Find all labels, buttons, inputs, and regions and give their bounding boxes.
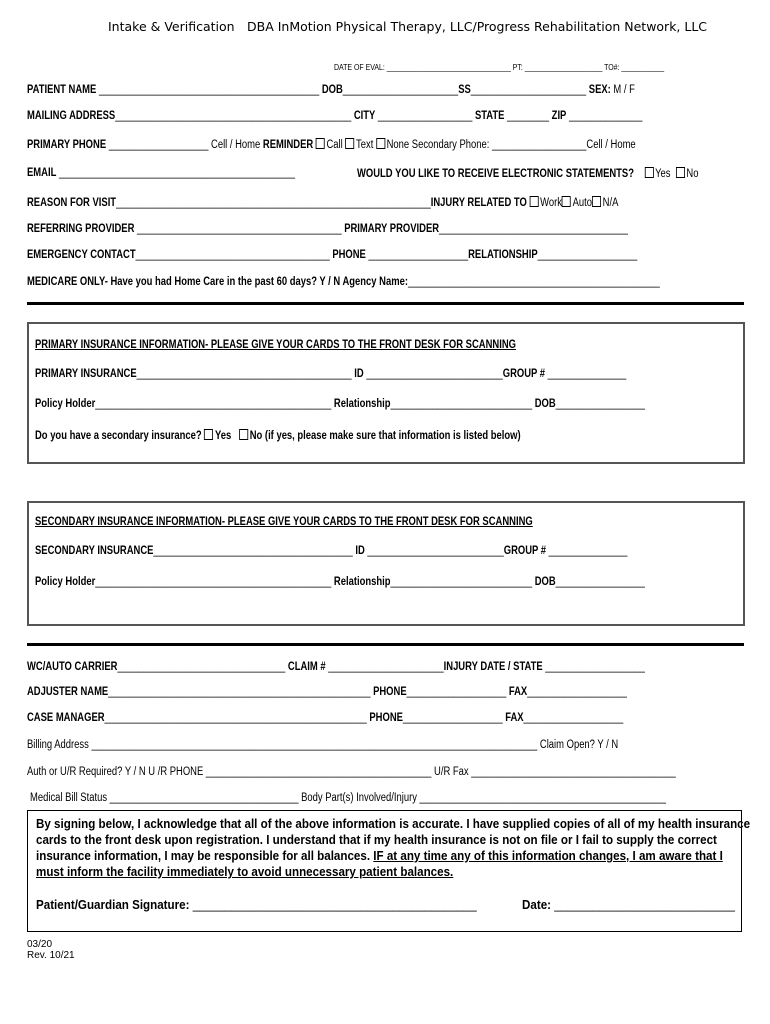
- organization-name: DBA InMotion Physical Therapy, LLC/Progress Rehabilitation Network, LLC: [247, 19, 708, 34]
- auth-row: [27, 766, 770, 778]
- dob-label: DOB: [319, 84, 343, 96]
- emergency-row: [27, 249, 770, 261]
- secondary-yes-checkbox[interactable]: [204, 430, 231, 442]
- city-label: CITY: [351, 110, 376, 122]
- secondary-relationship-label: Relationship: [331, 576, 391, 588]
- policy-dob-field[interactable]: _________________: [555, 398, 645, 410]
- secondary-relationship-field[interactable]: ___________________________: [390, 576, 533, 588]
- primary-insurance-row: [35, 368, 756, 380]
- policy-holder-field[interactable]: _____________________________________________: [95, 398, 332, 410]
- referring-provider-label: REFERRING PROVIDER: [27, 223, 135, 235]
- patient-name-field[interactable]: __________________________________________: [96, 84, 320, 96]
- secondary-insurance-label: SECONDARY INSURANCE: [35, 545, 154, 557]
- adjuster-fax-label: FAX: [506, 686, 528, 698]
- primary-insurance-heading: PRIMARY INSURANCE INFORMATION- PLEASE GIVE YOUR CARDS TO THE FRONT DESK FOR SCANNING: [35, 339, 516, 351]
- section-divider: [27, 643, 744, 646]
- checkbox-icon: [345, 138, 354, 149]
- secondary-no-checkbox[interactable]: [239, 430, 262, 442]
- ack-line-4: must inform the facility immediately to avoid unnecessary patient balances.: [36, 864, 454, 879]
- primary-provider-label: PRIMARY PROVIDER: [341, 223, 440, 235]
- secondary-policy-row: [35, 576, 770, 588]
- secondary-phone-field[interactable]: __________________: [489, 139, 587, 151]
- body-part-field[interactable]: _______________________________________________: [416, 792, 667, 804]
- case-manager-label: CASE MANAGER: [27, 712, 105, 724]
- secondary-group-field[interactable]: _______________: [546, 545, 628, 557]
- no-label: No: [686, 168, 699, 180]
- medicare-question: MEDICARE ONLY- Have you had Home Care in the past 60 days? Y / N Agency Name:: [27, 276, 408, 288]
- date-of-eval-field[interactable]: [334, 62, 737, 72]
- no-label: No: [249, 430, 263, 442]
- medical-bill-field[interactable]: ____________________________________: [107, 792, 299, 804]
- ack-line-3a: insurance information, I may be responsible for all balances.: [36, 848, 374, 863]
- electronic-statements-row: [357, 167, 770, 180]
- primary-policy-row: [35, 398, 770, 410]
- case-fax-label: FAX: [502, 712, 524, 724]
- reason-row: [27, 196, 748, 209]
- yes-label: Yes: [655, 168, 671, 180]
- auth-required-option[interactable]: Auth or U/R Required? Y / N: [27, 766, 146, 778]
- acknowledgement-box: [27, 810, 751, 932]
- ur-phone-field[interactable]: ___________________________________________: [203, 766, 432, 778]
- date-field[interactable]: ____________________________: [551, 897, 735, 912]
- patient-name-label: PATIENT NAME: [27, 84, 97, 96]
- ack-line-1: By signing below, I acknowledge that all of the above information is accurate. I have supplied copies of all of my health insurance: [36, 816, 751, 831]
- emergency-phone-label: PHONE: [329, 249, 366, 261]
- injury-related-label: INJURY RELATED TO: [430, 197, 527, 209]
- reason-label: REASON FOR VISIT: [27, 197, 117, 209]
- date-label: Date:: [522, 897, 552, 912]
- ack-line-3: [36, 848, 722, 864]
- phone-row: [27, 138, 769, 151]
- ur-fax-field[interactable]: _______________________________________: [468, 766, 676, 778]
- secondary-dob-label: DOB: [532, 576, 556, 588]
- reminder-call-checkbox[interactable]: [316, 139, 343, 151]
- emergency-phone-field[interactable]: ___________________: [365, 249, 469, 261]
- signature-field[interactable]: ____________________________________________: [189, 897, 477, 912]
- checkbox-icon: [592, 196, 601, 207]
- primary-group-label: GROUP #: [502, 368, 546, 380]
- primary-id-label: ID: [351, 368, 364, 380]
- ss-field[interactable]: ______________________: [470, 84, 587, 96]
- secondary-insurance-heading: SECONDARY INSURANCE INFORMATION- PLEASE GIVE YOUR CARDS TO THE FRONT DESK FOR SCANNING: [35, 516, 533, 528]
- date-row: [522, 897, 770, 913]
- yes-label: Yes: [214, 430, 232, 442]
- wc-carrier-field[interactable]: ________________________________: [117, 661, 286, 673]
- wc-carrier-row: [27, 661, 770, 673]
- emergency-contact-label: EMERGENCY CONTACT: [27, 249, 136, 261]
- email-row: [27, 167, 354, 179]
- case-manager-row: [27, 712, 754, 724]
- primary-id-field[interactable]: __________________________: [363, 368, 503, 380]
- email-label: EMAIL: [27, 167, 57, 179]
- ss-label: SS: [458, 84, 471, 96]
- zip-field[interactable]: ______________: [566, 110, 643, 122]
- secondary-insurance-question: Do you have a secondary insurance?: [35, 430, 205, 442]
- checkbox-icon: [529, 196, 538, 207]
- referring-row: [27, 223, 760, 235]
- checkbox-icon: [644, 167, 653, 178]
- secondary-id-label: ID: [352, 545, 365, 557]
- case-fax-field[interactable]: ___________________: [523, 712, 624, 724]
- billing-row: [27, 739, 748, 751]
- city-field[interactable]: __________________: [375, 110, 473, 122]
- state-label: STATE: [472, 110, 505, 122]
- state-field[interactable]: ________: [504, 110, 550, 122]
- none-label: None: [386, 139, 410, 151]
- policy-relationship-label: Relationship: [331, 398, 391, 410]
- secondary-policy-holder-label: Policy Holder: [35, 576, 96, 588]
- adjuster-name-label: ADJUSTER NAME: [27, 686, 109, 698]
- primary-group-field[interactable]: _______________: [545, 368, 627, 380]
- secondary-insurance-row: [35, 545, 757, 557]
- adjuster-row: [27, 686, 759, 698]
- body-part-label: Body Part(s) Involved/Injury: [298, 792, 417, 804]
- cell-home-option[interactable]: Cell / Home: [208, 139, 261, 151]
- medicare-row: [27, 276, 770, 288]
- policy-holder-label: Policy Holder: [35, 398, 96, 410]
- referring-provider-field[interactable]: _______________________________________: [134, 223, 342, 235]
- text-label: Text: [356, 139, 374, 151]
- claim-open-option[interactable]: Claim Open? Y / N: [537, 739, 619, 751]
- checkbox-icon: [376, 138, 385, 149]
- billing-address-label: Billing Address: [27, 739, 89, 751]
- revision-date: Rev. 10/21: [27, 950, 75, 961]
- section-divider: [27, 302, 744, 305]
- medical-bill-row: [30, 792, 770, 804]
- secondary-group-label: GROUP #: [503, 545, 547, 557]
- adjuster-fax-field[interactable]: ___________________: [527, 686, 627, 698]
- case-phone-field[interactable]: ___________________: [402, 712, 503, 724]
- auto-label: Auto: [572, 197, 593, 209]
- form-subtitle: Intake & Verification: [108, 19, 235, 34]
- injury-auto-checkbox[interactable]: [562, 197, 592, 209]
- secondary-question-row: [35, 429, 627, 442]
- checkbox-icon: [676, 167, 685, 178]
- policy-relationship-field[interactable]: ___________________________: [390, 398, 533, 410]
- adjuster-phone-label: PHONE: [370, 686, 407, 698]
- primary-insurance-label: PRIMARY INSURANCE: [35, 368, 137, 380]
- wc-carrier-label: WC/AUTO CARRIER: [27, 661, 118, 673]
- electronic-no-checkbox[interactable]: [676, 168, 699, 180]
- ack-line-3b: IF at any time any of this information changes, I am aware that I: [373, 848, 723, 863]
- patient-name-row: [27, 84, 768, 96]
- electronic-statements-question: WOULD YOU LIKE TO RECEIVE ELECTRONIC STATEMENTS?: [357, 168, 634, 180]
- primary-insurance-field[interactable]: _________________________________________: [136, 368, 352, 380]
- reminder-none-checkbox[interactable]: [376, 139, 409, 151]
- emergency-contact-field[interactable]: _____________________________________: [135, 249, 330, 261]
- case-phone-label: PHONE: [366, 712, 403, 724]
- electronic-yes-checkbox[interactable]: [644, 168, 670, 180]
- eval-line-text: DATE OF EVAL: ________________________________ PT: ____________________ TO#: ___________: [334, 62, 665, 72]
- cell-home-option-2[interactable]: Cell / Home: [586, 139, 636, 151]
- secondary-insurance-field[interactable]: ______________________________________: [153, 545, 353, 557]
- injury-work-checkbox[interactable]: [529, 197, 561, 209]
- mailing-address-field[interactable]: _____________________________________________: [115, 110, 352, 122]
- policy-dob-label: DOB: [532, 398, 556, 410]
- injury-na-checkbox[interactable]: [592, 197, 618, 209]
- form-code: 03/20: [27, 939, 53, 950]
- checkbox-icon: [239, 429, 248, 440]
- secondary-id-field[interactable]: __________________________: [364, 545, 504, 557]
- sex-options[interactable]: M / F: [610, 84, 635, 96]
- billing-address-field[interactable]: _____________________________________________________________________________________: [88, 739, 538, 751]
- secondary-policy-holder-field[interactable]: _____________________________________________: [95, 576, 332, 588]
- secondary-note: (if yes, please make sure that information is listed below): [262, 430, 521, 442]
- medical-bill-label: Medical Bill Status: [30, 792, 108, 804]
- claim-label: CLAIM #: [285, 661, 326, 673]
- relationship-label: RELATIONSHIP: [468, 249, 538, 261]
- relationship-field[interactable]: ___________________: [537, 249, 638, 261]
- reminder-text-checkbox[interactable]: [345, 139, 373, 151]
- sex-label: SEX:: [586, 84, 611, 96]
- checkbox-icon: [204, 429, 213, 440]
- ur-phone-label: U /R PHONE: [145, 766, 204, 778]
- mailing-row: [27, 110, 770, 122]
- case-manager-field[interactable]: __________________________________________________: [104, 712, 367, 724]
- ack-line-2: cards to the front desk upon registration. I understand that if my health insurance is not on file or I fail to supply the correct: [36, 832, 717, 847]
- zip-label: ZIP: [549, 110, 567, 122]
- adjuster-phone-field[interactable]: ___________________: [406, 686, 507, 698]
- primary-phone-label: PRIMARY PHONE: [27, 139, 107, 151]
- primary-phone-field[interactable]: ___________________: [106, 139, 209, 151]
- reminder-label: REMINDER: [260, 139, 314, 151]
- ur-fax-label: U/R Fax: [431, 766, 469, 778]
- secondary-phone-label: Secondary Phone:: [409, 139, 490, 151]
- primary-provider-field[interactable]: ____________________________________: [439, 223, 628, 235]
- mailing-address-label: MAILING ADDRESS: [27, 110, 116, 122]
- injury-date-label: INJURY DATE / STATE: [443, 661, 543, 673]
- signature-label: Patient/Guardian Signature:: [36, 897, 190, 912]
- reason-field[interactable]: ____________________________________________________________: [116, 197, 431, 209]
- injury-date-field[interactable]: ___________________: [542, 661, 645, 673]
- claim-field[interactable]: ______________________: [325, 661, 444, 673]
- na-label: N/A: [602, 197, 619, 209]
- adjuster-name-field[interactable]: __________________________________________________: [108, 686, 371, 698]
- secondary-dob-field[interactable]: _________________: [555, 576, 645, 588]
- agency-name-field[interactable]: ________________________________________________: [407, 276, 660, 288]
- call-label: Call: [326, 139, 343, 151]
- checkbox-icon: [562, 196, 571, 207]
- email-field[interactable]: _____________________________________________: [56, 167, 295, 179]
- work-label: Work: [540, 197, 562, 209]
- dob-field[interactable]: ______________________: [342, 84, 459, 96]
- checkbox-icon: [316, 138, 325, 149]
